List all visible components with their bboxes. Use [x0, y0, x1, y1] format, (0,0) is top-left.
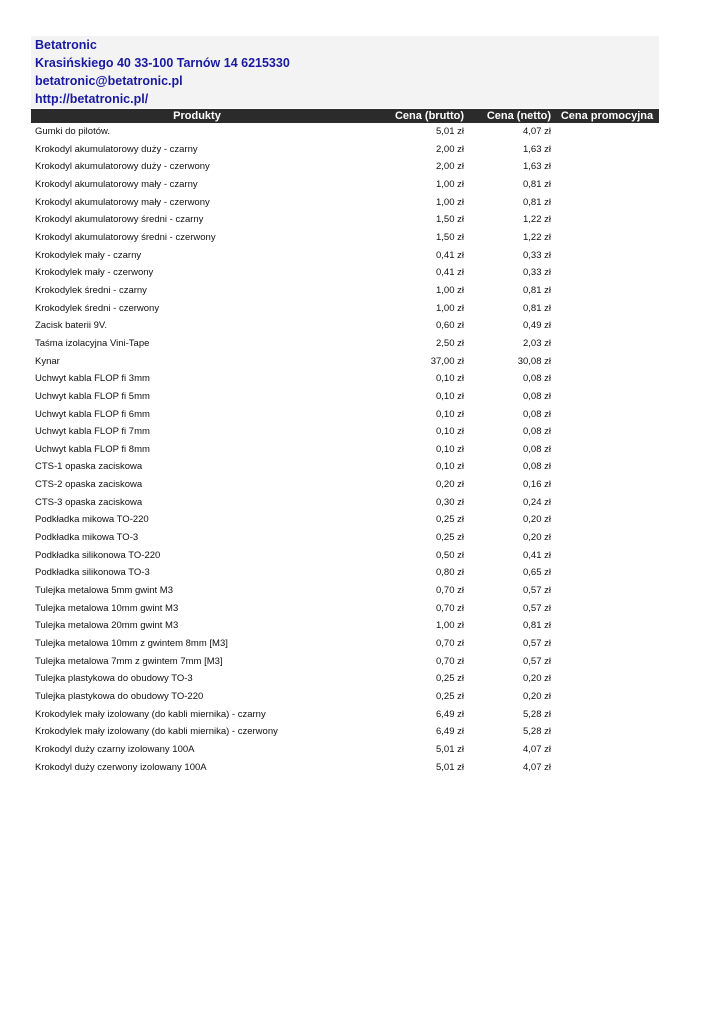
price-promo-cell — [555, 617, 659, 635]
product-name-cell: Zacisk baterii 9V. — [35, 320, 107, 332]
table-row — [31, 300, 659, 318]
product-name-cell: Gumki do pilotów. — [35, 126, 110, 137]
table-row — [31, 741, 659, 759]
price-net-cell: 0,20 zł — [523, 514, 551, 526]
price-gross-cell: 5,01 zł — [436, 761, 464, 773]
price-promo-cell — [555, 582, 659, 600]
price-net-cell: 0,20 zł — [523, 532, 551, 544]
product-name-cell: Krokodylek mały izolowany (do kabli miernika) - czarny — [35, 708, 266, 720]
products-table — [31, 109, 659, 776]
table-row — [31, 547, 659, 565]
price-gross-cell: 0,25 zł — [436, 514, 464, 526]
table-row — [31, 441, 659, 459]
product-name-cell: Krokodyl akumulatorowy mały - czerwony — [35, 196, 210, 208]
price-promo-cell — [555, 706, 659, 724]
product-name-cell: Tulejka metalowa 7mm z gwintem 7mm [M3] — [35, 655, 223, 667]
table-row — [31, 494, 659, 512]
product-name-cell: Tulejka metalowa 20mm gwint M3 — [35, 620, 179, 632]
price-gross-cell: 0,50 zł — [436, 549, 464, 561]
price-promo-cell — [555, 247, 659, 265]
price-promo-cell — [555, 158, 659, 176]
price-net-cell: 0,81 zł — [523, 302, 551, 314]
product-name-cell: Krokodyl duży czerwony izolowany 100A — [35, 761, 207, 773]
price-promo-cell — [555, 476, 659, 494]
price-net-cell: 0,41 zł — [523, 549, 551, 561]
price-net-cell: 4,07 zł — [523, 126, 551, 137]
price-net-cell: 0,33 zł — [523, 249, 551, 261]
table-row — [31, 194, 659, 212]
price-net-cell: 4,07 zł — [523, 743, 551, 755]
price-net-cell: 0,81 zł — [523, 284, 551, 296]
product-name-cell: Podkładka silikonowa TO-220 — [35, 549, 161, 561]
table-row — [31, 158, 659, 176]
column-header-gross: Cena (brutto) — [363, 109, 468, 123]
price-promo-cell — [555, 176, 659, 194]
price-net-cell: 0,81 zł — [523, 178, 551, 190]
price-promo-cell — [555, 282, 659, 300]
table-row — [31, 564, 659, 582]
product-name-cell: Tulejka metalowa 10mm z gwintem 8mm [M3] — [35, 638, 228, 650]
price-promo-cell — [555, 688, 659, 706]
price-promo-cell — [555, 406, 659, 424]
price-gross-cell: 0,25 zł — [436, 691, 464, 702]
table-body — [31, 123, 659, 776]
price-promo-cell — [555, 370, 659, 388]
price-promo-cell — [555, 141, 659, 159]
price-gross-cell: 2,00 zł — [436, 143, 464, 155]
product-name-cell: Krokodylek średni - czarny — [35, 284, 147, 296]
price-gross-cell: 0,20 zł — [436, 479, 464, 491]
product-name-cell: Podkładka silikonowa TO-3 — [35, 567, 150, 579]
price-gross-cell: 0,10 zł — [436, 461, 464, 473]
table-row — [31, 476, 659, 494]
price-net-cell: 0,16 zł — [523, 479, 551, 491]
price-gross-cell: 5,01 zł — [436, 743, 464, 755]
company-name: Betatronic — [31, 36, 659, 54]
table-row — [31, 141, 659, 159]
product-name-cell: Kynar — [35, 355, 60, 367]
price-gross-cell: 0,70 zł — [436, 638, 464, 650]
table-row — [31, 282, 659, 300]
price-gross-cell: 0,70 zł — [436, 602, 464, 614]
price-gross-cell: 0,10 zł — [436, 408, 464, 420]
price-net-cell: 1,22 zł — [523, 214, 551, 226]
product-name-cell: Tulejka plastykowa do obudowy TO-3 — [35, 673, 193, 685]
table-row — [31, 229, 659, 247]
price-promo-cell — [555, 388, 659, 406]
price-net-cell: 0,08 zł — [523, 426, 551, 438]
company-address: Krasińskiego 40 33-100 Tarnów 14 6215330 — [31, 54, 659, 72]
table-row — [31, 211, 659, 229]
price-net-cell: 0,57 zł — [523, 602, 551, 614]
table-row — [31, 247, 659, 265]
price-net-cell: 1,63 zł — [523, 161, 551, 173]
table-row — [31, 582, 659, 600]
price-gross-cell: 0,80 zł — [436, 567, 464, 579]
company-website: http://betatronic.pl/ — [31, 90, 659, 108]
table-row — [31, 511, 659, 529]
company-email: betatronic@betatronic.pl — [31, 72, 659, 90]
product-name-cell: Krokodylek mały - czerwony — [35, 267, 154, 279]
price-net-cell: 0,20 zł — [523, 691, 551, 702]
table-row — [31, 406, 659, 424]
table-row — [31, 635, 659, 653]
table-row — [31, 264, 659, 282]
price-net-cell: 0,49 zł — [523, 320, 551, 332]
table-row — [31, 759, 659, 777]
price-promo-cell — [555, 635, 659, 653]
price-net-cell: 0,57 zł — [523, 638, 551, 650]
price-promo-cell — [555, 759, 659, 777]
price-net-cell: 0,08 zł — [523, 408, 551, 420]
price-gross-cell: 1,00 zł — [436, 620, 464, 632]
price-net-cell: 5,28 zł — [523, 726, 551, 738]
product-name-cell: Tulejka plastykowa do obudowy TO-220 — [35, 691, 204, 702]
price-promo-cell — [555, 229, 659, 247]
table-row — [31, 617, 659, 635]
price-promo-cell — [555, 600, 659, 618]
product-name-cell: Krokodyl akumulatorowy duży - czerwony — [35, 161, 210, 173]
table-row — [31, 353, 659, 371]
product-name-cell: Krokodylek mały - czarny — [35, 249, 142, 261]
price-promo-cell — [555, 511, 659, 529]
price-net-cell: 0,81 zł — [523, 196, 551, 208]
price-gross-cell: 0,41 zł — [436, 249, 464, 261]
product-name-cell: Uchwyt kabla FLOP fi 6mm — [35, 408, 150, 420]
price-promo-cell — [555, 741, 659, 759]
price-gross-cell: 37,00 zł — [430, 355, 464, 367]
price-net-cell: 5,28 zł — [523, 708, 551, 720]
price-net-cell: 0,08 zł — [523, 373, 551, 385]
price-net-cell: 1,63 zł — [523, 143, 551, 155]
product-name-cell: Krokodylek średni - czerwony — [35, 302, 160, 314]
price-net-cell: 1,22 zł — [523, 231, 551, 243]
price-list-sheet — [31, 36, 659, 776]
price-promo-cell — [555, 564, 659, 582]
table-row — [31, 706, 659, 724]
product-name-cell: Krokodyl duży czarny izolowany 100A — [35, 743, 195, 755]
table-row — [31, 670, 659, 688]
table-row — [31, 123, 659, 141]
price-net-cell: 0,65 zł — [523, 567, 551, 579]
product-name-cell: Uchwyt kabla FLOP fi 5mm — [35, 390, 150, 402]
table-row — [31, 529, 659, 547]
price-promo-cell — [555, 653, 659, 671]
product-name-cell: Taśma izolacyjna Vini-Tape — [35, 337, 150, 349]
price-gross-cell: 0,10 zł — [436, 373, 464, 385]
price-net-cell: 0,24 zł — [523, 496, 551, 508]
price-net-cell: 0,20 zł — [523, 673, 551, 685]
price-net-cell: 0,81 zł — [523, 620, 551, 632]
price-gross-cell: 0,41 zł — [436, 267, 464, 279]
product-name-cell: CTS-1 opaska zaciskowa — [35, 461, 143, 473]
product-name-cell: Tulejka metalowa 5mm gwint M3 — [35, 585, 173, 597]
price-net-cell: 0,57 zł — [523, 655, 551, 667]
price-gross-cell: 1,00 zł — [436, 284, 464, 296]
price-net-cell: 0,08 zł — [523, 443, 551, 455]
price-promo-cell — [555, 723, 659, 741]
product-name-cell: Podkładka mikowa TO-3 — [35, 532, 139, 544]
price-net-cell: 0,08 zł — [523, 461, 551, 473]
price-promo-cell — [555, 123, 659, 141]
price-gross-cell: 0,60 zł — [436, 320, 464, 332]
price-gross-cell: 5,01 zł — [436, 126, 464, 137]
table-row — [31, 335, 659, 353]
price-gross-cell: 2,50 zł — [436, 337, 464, 349]
price-gross-cell: 1,50 zł — [436, 214, 464, 226]
price-gross-cell: 0,30 zł — [436, 496, 464, 508]
table-row — [31, 600, 659, 618]
product-name-cell: CTS-3 opaska zaciskowa — [35, 496, 143, 508]
product-name-cell: Krokodyl akumulatorowy średni - czerwony — [35, 231, 216, 243]
price-promo-cell — [555, 529, 659, 547]
price-gross-cell: 0,10 zł — [436, 390, 464, 402]
table-row — [31, 458, 659, 476]
price-net-cell: 0,57 zł — [523, 585, 551, 597]
price-promo-cell — [555, 423, 659, 441]
price-gross-cell: 1,50 zł — [436, 231, 464, 243]
price-gross-cell: 0,25 zł — [436, 532, 464, 544]
table-row — [31, 317, 659, 335]
product-name-cell: Tulejka metalowa 10mm gwint M3 — [35, 602, 179, 614]
price-promo-cell — [555, 317, 659, 335]
price-gross-cell: 0,25 zł — [436, 673, 464, 685]
price-net-cell: 4,07 zł — [523, 761, 551, 773]
table-row — [31, 370, 659, 388]
price-gross-cell: 1,00 zł — [436, 178, 464, 190]
price-promo-cell — [555, 441, 659, 459]
column-header-promo: Cena promocyjna — [555, 109, 659, 123]
product-name-cell: CTS-2 opaska zaciskowa — [35, 479, 143, 491]
price-net-cell: 0,08 zł — [523, 390, 551, 402]
product-name-cell: Podkładka mikowa TO-220 — [35, 514, 149, 526]
product-name-cell: Krokodyl akumulatorowy mały - czarny — [35, 178, 198, 190]
column-header-product: Produkty — [31, 109, 363, 123]
price-gross-cell: 6,49 zł — [436, 726, 464, 738]
price-net-cell: 2,03 zł — [523, 337, 551, 349]
price-gross-cell: 2,00 zł — [436, 161, 464, 173]
product-name-cell: Uchwyt kabla FLOP fi 3mm — [35, 373, 150, 385]
product-name-cell: Uchwyt kabla FLOP fi 7mm — [35, 426, 150, 438]
price-promo-cell — [555, 211, 659, 229]
price-gross-cell: 1,00 zł — [436, 302, 464, 314]
price-gross-cell: 0,70 zł — [436, 585, 464, 597]
column-header-net: Cena (netto) — [468, 109, 555, 123]
price-gross-cell: 1,00 zł — [436, 196, 464, 208]
price-promo-cell — [555, 264, 659, 282]
price-promo-cell — [555, 194, 659, 212]
price-promo-cell — [555, 300, 659, 318]
table-row — [31, 423, 659, 441]
price-promo-cell — [555, 458, 659, 476]
product-name-cell: Krokodyl akumulatorowy średni - czarny — [35, 214, 204, 226]
product-name-cell: Krokodylek mały izolowany (do kabli miernika) - czerwony — [35, 726, 278, 738]
price-gross-cell: 0,10 zł — [436, 426, 464, 438]
price-promo-cell — [555, 547, 659, 565]
price-net-cell: 0,33 zł — [523, 267, 551, 279]
price-promo-cell — [555, 335, 659, 353]
price-promo-cell — [555, 670, 659, 688]
table-row — [31, 176, 659, 194]
table-header-row — [31, 109, 659, 123]
product-name-cell: Uchwyt kabla FLOP fi 8mm — [35, 443, 150, 455]
table-row — [31, 388, 659, 406]
price-gross-cell: 0,70 zł — [436, 655, 464, 667]
table-row — [31, 688, 659, 706]
price-gross-cell: 0,10 zł — [436, 443, 464, 455]
price-promo-cell — [555, 353, 659, 371]
price-promo-cell — [555, 494, 659, 512]
table-row — [31, 723, 659, 741]
price-gross-cell: 6,49 zł — [436, 708, 464, 720]
price-net-cell: 30,08 zł — [517, 355, 551, 367]
table-row — [31, 653, 659, 671]
product-name-cell: Krokodyl akumulatorowy duży - czarny — [35, 143, 198, 155]
